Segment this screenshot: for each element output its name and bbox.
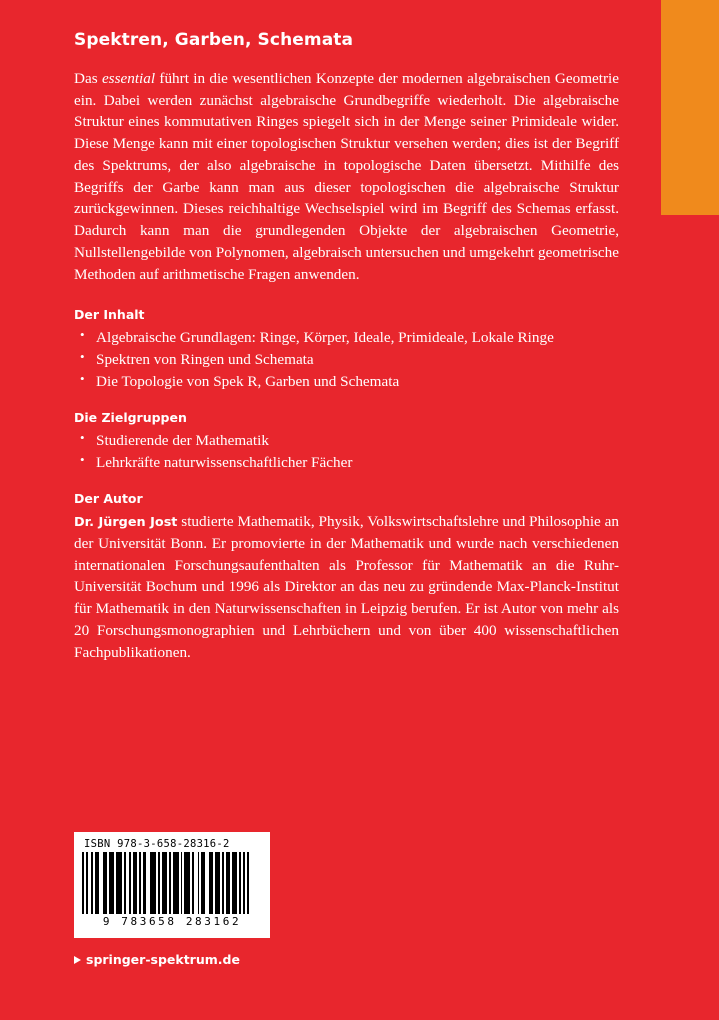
section-contents <box>74 307 619 392</box>
author-bio-text: studierte Mathematik, Physik, Volkswirtschaftslehre und Philosophie an der Universität Bonn. Er promovierte in der Mathematik und wurde nach verschiedenen internationalen Forschungsaufenthalten als Professor für Mathematik an die Ruhr-Universität Bochum und 1996 als Direktor an das neu zu gründende Max-Planck-Institut für Mathematik in den Naturwissenschaften in Leipzig berufen. Er ist Autor von mehr als 20 Forschungsmonographien und Lehrbüchern und von über 400 wissenschaftlichen Fachpublikationen. <box>74 513 619 661</box>
section-author <box>74 491 619 663</box>
publisher-url-label: springer-spektrum.de <box>86 952 240 967</box>
author-bio <box>74 511 619 663</box>
list-item: • Die Topologie von Spek R, Garben und Schemata <box>74 371 619 393</box>
barcode-area <box>74 832 274 967</box>
contents-list <box>74 327 619 392</box>
section-heading: Der Inhalt <box>74 307 145 323</box>
list-item: • Studierende der Mathematik <box>74 430 619 452</box>
barcode-box <box>74 832 270 938</box>
publisher-link[interactable] <box>74 952 274 967</box>
author-name: Dr. Jürgen Jost <box>74 515 178 531</box>
section-target-groups <box>74 410 619 473</box>
triangle-icon <box>74 956 81 964</box>
barcode-bars <box>82 852 262 914</box>
back-cover-content <box>74 30 619 663</box>
section-heading: Der Autor <box>74 491 143 507</box>
book-blurb: Das essential führt in die wesentlichen Konzepte der modernen algebraischen Geometrie ein. Dabei werden zunächst algebraische Grundbegriffe wiederholt. Die algebraische Struktur eines kommutativen Ringes spiegelt sich in der Menge seiner Primideale wider. Diese Menge kann mit einer topologischen Struktur versehen werden; dies ist der Begriff des Spektrums, der also algebraische in topologische Daten übersetzt. Mithilfe des Begriffs der Garbe kann man aus dieser topologischen die algebraische Struktur zurückgewinnen. Dieses reichhaltige Wechselspiel wird im Begriff des Schemas erfasst. Dadurch kann man die grundlegenden Objekte der algebraischen Geometrie, Nullstellengebilde von Polynomen, algebraisch untersuchen und umgekehrt geometrische Methoden auf arithmetische Fragen anwenden. <box>74 70 619 283</box>
orange-accent-block <box>661 0 719 215</box>
target-groups-list <box>74 430 619 473</box>
list-item: • Lehrkräfte naturwissenschaftlicher Fächer <box>74 452 619 474</box>
list-item: • Spektren von Ringen und Schemata <box>74 349 619 371</box>
ean-digits: 9 783658 283162 <box>102 915 242 928</box>
isbn-label: ISBN 978-3-658-28316-2 <box>84 838 230 850</box>
list-item: • Algebraische Grundlagen: Ringe, Körper, Ideale, Primideale, Lokale Ringe <box>74 327 619 349</box>
page-title: Spektren, Garben, Schemata <box>74 30 354 50</box>
section-heading: Die Zielgruppen <box>74 410 187 426</box>
